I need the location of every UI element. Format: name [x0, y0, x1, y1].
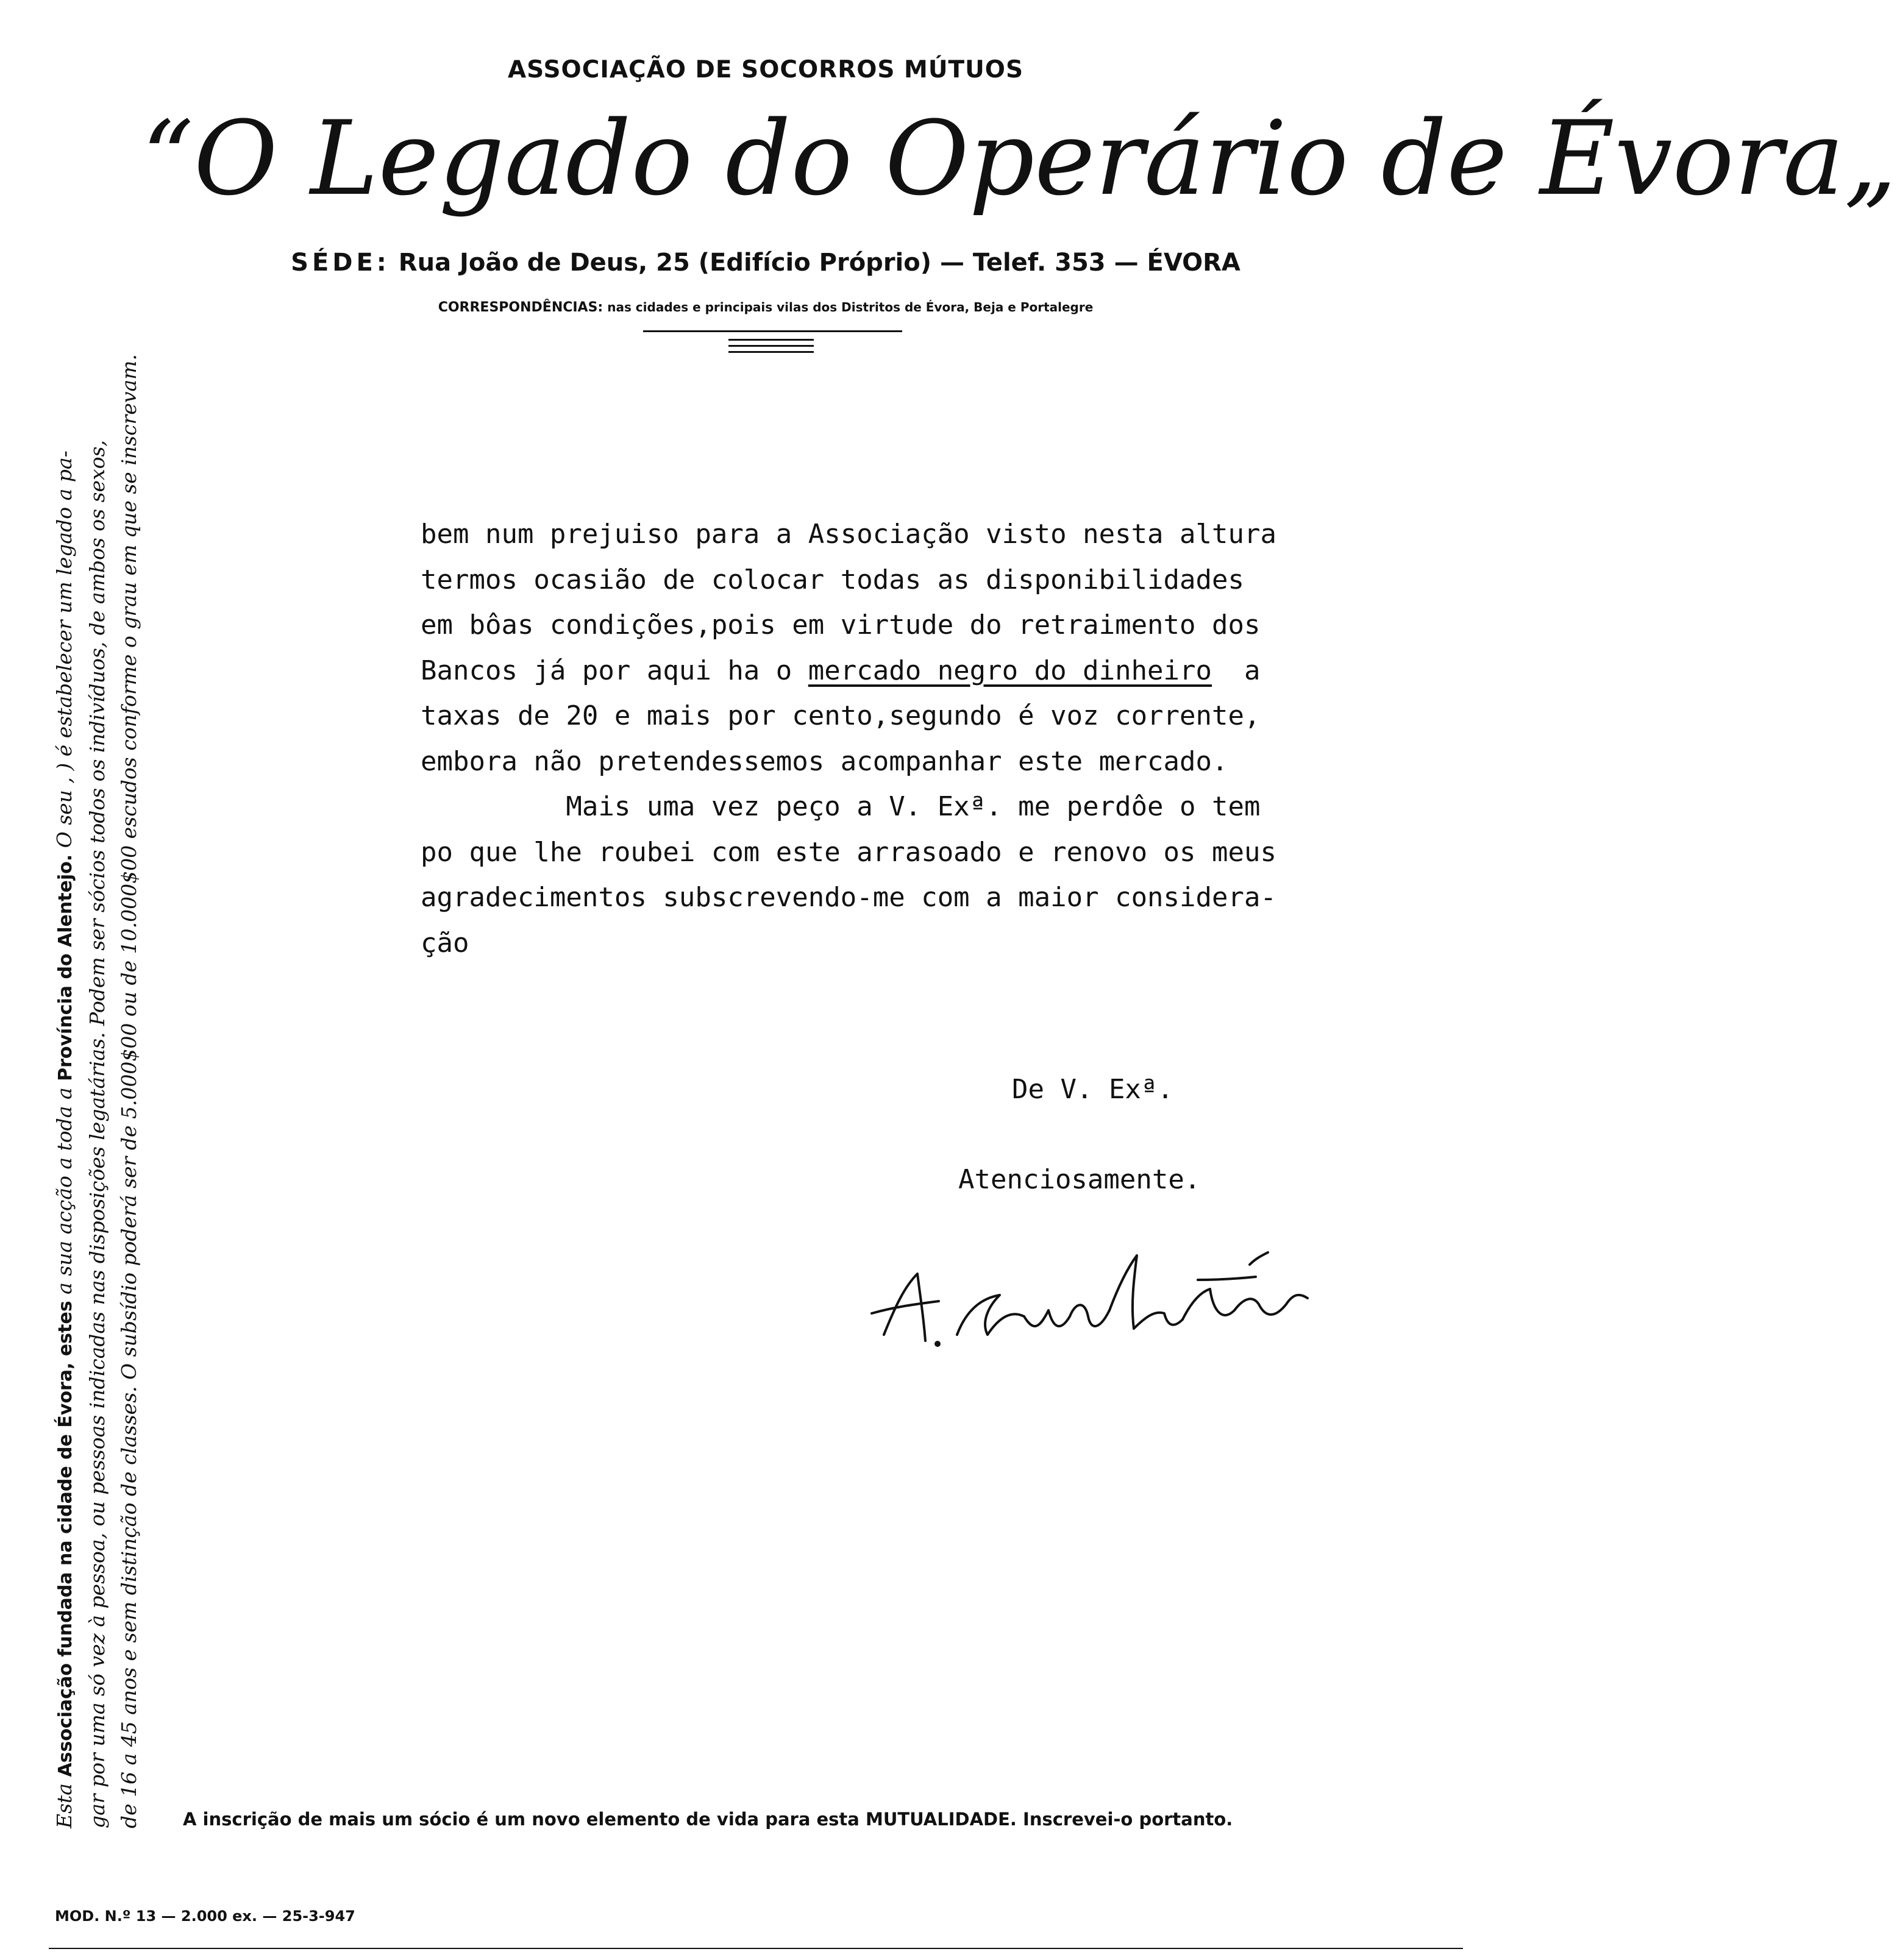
body-line: em bôas condições,pois em virtude do retraimento dos: [421, 609, 1261, 641]
sidebar-text: O seu , ) é estabelecer um legado a pa-: [52, 450, 76, 854]
body-text: a: [1212, 655, 1261, 686]
body-line: bem num prejuiso para a Associação visto nesta altura: [421, 519, 1276, 550]
sign-off: Atenciosamente.: [958, 1164, 1201, 1195]
correspondence-text: nas cidades e principais vilas dos Distritos de Évora, Beja e Portalegre: [607, 300, 1094, 314]
header-divider-bottom: [728, 351, 814, 353]
correspondence-line: [0, 300, 1531, 315]
body-line: [421, 648, 1420, 694]
body-line: embora não pretendessemos acompanhar este mercado.: [421, 745, 1228, 777]
sidebar-line-2: gar por uma só vez à pessoa, ou pessoas indicadas nas disposições legatárias. Podem ser sócios todos os indivíduos, de ambos os sexos,: [85, 440, 109, 1828]
header-divider-mid: [728, 339, 814, 341]
body-line: Mais uma vez peço a V. Exª. me perdôe o tem: [421, 791, 1261, 822]
salutation: De V. Exª.: [1012, 1074, 1173, 1105]
body-line: taxas de 20 e mais por cento,segundo é voz corrente,: [421, 700, 1261, 731]
sidebar-line-1: [49, 305, 82, 1828]
body-line: agradecimentos subscrevendo-me com a maior considera-: [421, 882, 1276, 913]
bottom-edge-line: [49, 1948, 1463, 1949]
headquarters-line: [0, 249, 1531, 277]
footer-slogan: A inscrição de mais um sócio é um novo elemento de vida para esta MUTUALIDADE. Inscrevei-o portanto.: [183, 1809, 1233, 1830]
header-divider-low: [728, 345, 814, 347]
sidebar-text: Esta: [52, 1777, 76, 1828]
association-description-sidebar: [49, 305, 152, 1828]
body-text: Bancos já por aqui ha o: [421, 655, 808, 686]
sidebar-bold-text: Província do Alentejo.: [55, 854, 76, 1081]
body-line: termos ocasião de colocar todas as disponibilidades: [421, 564, 1245, 595]
association-name: “O Legado do Operário de Évora„: [141, 99, 1897, 218]
sidebar-text: a sua acção a toda a: [52, 1081, 76, 1301]
header-divider-top: [643, 330, 902, 332]
sede-details: Rua João de Deus, 25 (Edifício Próprio) — Telef. 353 — ÉVORA: [398, 249, 1240, 277]
sidebar-line-3: de 16 a 45 anos e sem distinção de classes. O subsídio poderá ser de 5.000$00 ou de 10.000$00 escudos conforme o grau em que se inscrevam.: [117, 354, 141, 1828]
letter-body: [421, 512, 1420, 966]
sede-label: SÉDE:: [291, 249, 390, 277]
body-line: po que lhe roubei com este arrasoado e renovo os meus: [421, 836, 1276, 868]
sidebar-bold-text: Associação fundada na cidade de Évora, estes: [55, 1301, 76, 1777]
underlined-phrase: mercado negro do dinheiro: [808, 655, 1212, 686]
model-reference: MOD. N.º 13 — 2.000 ex. — 25-3-947: [55, 1908, 355, 1925]
body-line: ção: [421, 927, 469, 959]
handwritten-signature: [860, 1243, 1335, 1365]
correspondence-label: CORRESPONDÊNCIAS:: [438, 300, 603, 315]
association-type: ASSOCIAÇÃO DE SOCORROS MÚTUOS: [507, 56, 1024, 83]
